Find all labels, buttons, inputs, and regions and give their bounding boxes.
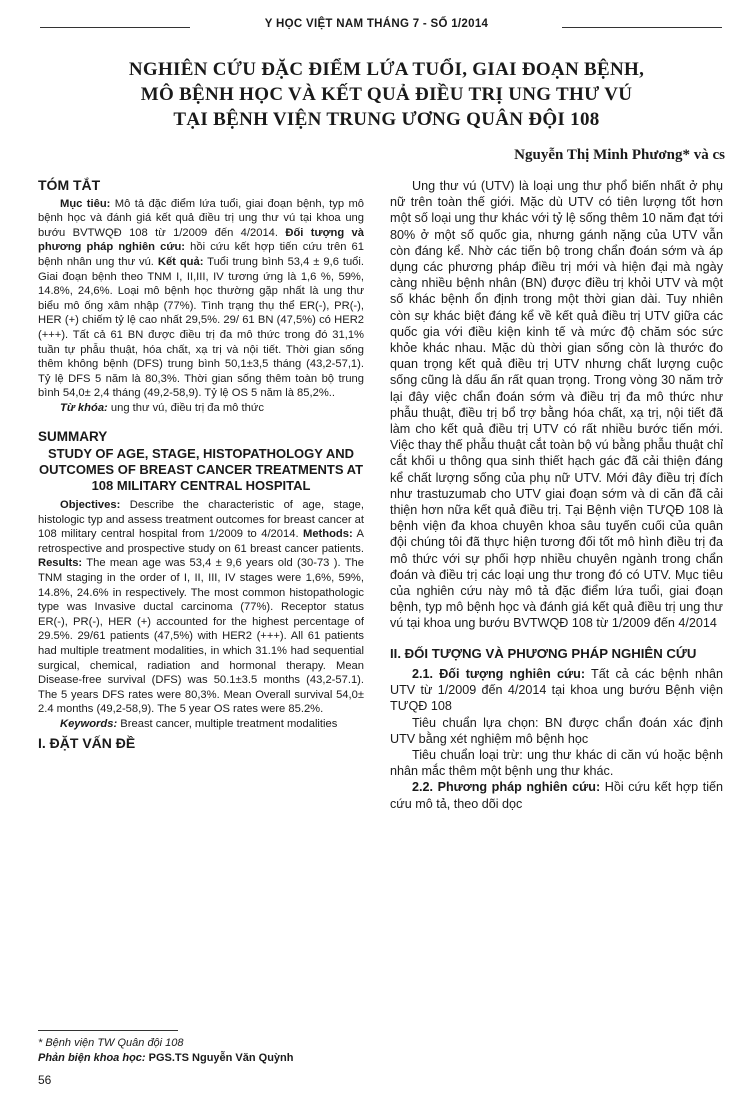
page-number: 56 <box>38 1073 52 1087</box>
left-column <box>38 178 364 754</box>
results-en-label: Results: <box>38 557 83 570</box>
objectives-en-text: Describe the characteristic of age, stage, histologic typ and assess treatment outcomes for breast cancer at 108 military central hospital from 1/2009 to 4/2014. <box>38 499 364 541</box>
english-title: STUDY OF AGE, STAGE, HISTOPATHOLOGY AND OUTCOMES OF BREAST CANCER TREATMENTS AT 108 MILITARY CENTRAL HOSPITAL <box>38 446 364 494</box>
keywords-vi-label: Từ khóa: <box>60 401 108 414</box>
keywords-en-label: Keywords: <box>60 718 118 730</box>
objective-label: Mục tiêu: <box>60 197 111 210</box>
methods-en-text: A retrospective and prospective study on 61 breast cancer patients. <box>38 528 365 555</box>
keywords-vi-text: ung thư vú, điều trị đa mô thức <box>107 401 264 414</box>
results-text: Tuổi trung bình 53,4 ± 9,6 tuổi. Giai đoạn bệnh theo TNM I, II,III, IV tương ứng là 1,6 %, 59%, 14.8%, 24,6%. Loại mô bệnh học thường gặp nhất là ung thư biểu mô ống xâm nhập (77%). Tình trạng thụ thể ER(-), PR(-), HER (+) chiếm tỷ lệ cao nhất 29,5%. 29/ 61 BN (47,5%) có HER2 (+++). Tất cả 61 BN được điều trị đa mô thức trong đó 31,1% tuần tự phẫu thuật, hóa chất, xạ trị và nội tiết. Thời gian sống thêm không bệnh (DFS) trung bình 50,1±3,5 tháng (43,2-57,1). Tỷ lệ DFS 5 năm là 80,3%. Thời gian sống thêm toàn bộ trung bình 54,0± 2,4 tháng (49,2-58,9). Tỷ lệ OS 5 năm là 85,2%.. <box>38 255 364 400</box>
methods-text: hồi cứu kết hợp tiến cứu trên 61 bệnh nhân ung thư vú. <box>38 241 364 268</box>
subject-label: 2.1. Đối tượng nghiên cứu: <box>412 666 586 681</box>
abstract-en-keywords <box>38 717 364 732</box>
subject-text: Tất cả các bệnh nhân UTV từ 1/2009 đến 4/2014 tại khoa ung bướu Bệnh viện TƯQĐ 108 <box>390 666 723 714</box>
method-paragraph <box>390 779 723 811</box>
summary-heading: SUMMARY <box>38 428 108 444</box>
affiliation-note: * Bệnh viện TW Quân đội 108 <box>38 1037 184 1049</box>
method-label: 2.2. Phương pháp nghiên cứu: <box>412 780 601 795</box>
objectives-en-label: Objectives: <box>60 499 121 512</box>
inclusion-criteria: Tiêu chuẩn lựa chọn: BN được chẩn đoán xác định UTV bằng xét nghiệm mô bệnh học <box>390 715 723 746</box>
abstract-vi-body <box>38 197 364 401</box>
article-title <box>60 57 713 132</box>
reviewer-note <box>38 1051 368 1066</box>
subject-paragraph <box>390 666 723 715</box>
abstract-vi-heading: TÓM TẮT <box>38 177 101 193</box>
methods-en-label: Methods: <box>303 528 353 541</box>
results-label: Kết quả: <box>157 255 204 268</box>
header-rule-right <box>562 27 722 28</box>
section-1-heading: I. ĐẶT VẤN ĐỀ <box>38 734 136 751</box>
journal-name: Y HỌC VIỆT NAM THÁNG 7 - SỐ 1/2014 <box>264 18 489 30</box>
abstract-en-body <box>38 498 364 717</box>
right-column <box>390 178 723 812</box>
exclusion-criteria: Tiêu chuẩn loại trừ: ung thư khác di căn vú hoặc bệnh nhân mắc thêm một bệnh ung thư khác. <box>390 747 723 779</box>
objective-text: Mô tả đặc điểm lứa tuổi, giai đoạn bệnh, typ mô bệnh học và đánh giá kết quả điều trị ung thư vú tại khoa ung bướu BVTWQĐ 108 từ 1/2009 đến 4/2014. <box>38 197 364 239</box>
footnotes <box>38 1036 368 1066</box>
results-en-text: The mean age was 53,4 ± 9,6 years old (30-73 ). The TNM staging in the order of I, II, III, IV stages were 1,6%, 59%, 14.8%, 24.6% in respectively. The most common histopathologic type was Invasive ductal carcinoma (77%). Receptor status ER(-), PR(-), HER (+) accounted for the highest percentage of 29.5%. 29/61 patients (47,5%) with HER2 (+++). All 61 patients had multiple treatment modalities, in which 31.1% had sequential surgical, chemical, radiation and hormonal therapy. Mean Disease-free survival (DFS) was 50.1±3.5 months (43,2-57.1). The 5 years DFS rates were 80,3%. Mean Overall survival 54,0± 2.4 months (49,2-58,9). The 5 year OS rates were 85.2%. <box>38 557 364 716</box>
title-line-3: TẠI BỆNH VIỆN TRUNG ƯƠNG QUÂN ĐỘI 108 <box>173 109 600 130</box>
abstract-vi-keywords <box>38 401 364 416</box>
intro-paragraph: Ung thư vú (UTV) là loại ung thư phổ biến nhất ở phụ nữ trên toàn thế giới. Mặc dù UTV có tiên lượng tốt hơn một số loại ung thư khác với tỷ lệ sống thêm 10 năm đạt tới 80% ở một số quốc gia, nhưng gánh nặng của UTV vẫn còn đáng kể. Nhờ các tiến bộ trong chẩn đoán sớm và áp dụng các phương pháp điều trị mới và hiện đại mà ngày càng nhiều bệnh nhân (BN) được điều trị khỏi UTV và một số khác bệnh ổn định trong một thời gian dài. Tuy nhiên còn sự khác biệt đáng kể về kết quả điều trị UTV giữa các quốc gia với điều kiện kinh tế và mức độ chăm sóc sức khỏe khác nhau. Mặc dù thời gian sống còn là thước đo quan trọng kết quả điều trị UTV nhưng chất lượng cuộc sống cũng là dấu ấn rất quan trọng. Trong vòng 30 năm trở lại đây việc chẩn đoán sớm và điều trị đa mô thức như phẫu thuật, điều trị bổ trợ bằng hóa chất, xạ trị, nội tiết đã làm cho kết quả điều trị UTV có rất nhiều bước tiến mới. Việc thay thế phẫu thuật cắt toàn bộ vú bằng phẫu thuật chỉ cắt khối u thông qua sinh thiết hạch gác đã cải thiện đáng kể chất lượng sống của phụ nữ UTV. Mới đây điều trị đích như trastuzumab cho UTV giai đoạn sớm và di căn đã cải thiện hơn nữa kết quả điều trị. Tại Bệnh viện TƯQĐ 108 là bệnh viện đa khoa chuyên khoa sâu tuyến cuối của quân đội chúng tôi đã thực hiện tương đối tốt mô hình điều trị đa mô thức với sự phối hợp nhiều chuyên ngành trong chẩn đoán và điều trị các loại ung thư trong đó có UTV. Mục tiêu của nghiên cứu này mô tả đặc điểm lứa tuổi, giai đoạn bệnh, typ mô bệnh học và đánh giá kết quả điều trị ung thư vú tại khoa ung bướu BVTWQĐ 108 từ 1/2009 đến 4/2014 <box>390 179 723 631</box>
keywords-en-text: Breast cancer, multiple treatment modalities <box>117 718 338 730</box>
title-line-2: MÔ BỆNH HỌC VÀ KẾT QUẢ ĐIỀU TRỊ UNG THƯ VÚ <box>140 84 633 105</box>
methods-label: Đối tượng và phương pháp nghiên cứu: <box>38 226 364 254</box>
running-header <box>0 18 753 38</box>
section-2-heading: II. ĐỐI TƯỢNG VÀ PHƯƠNG PHÁP NGHIÊN CỨU <box>390 645 697 661</box>
author-line: Nguyễn Thị Minh Phương* và cs <box>514 147 725 163</box>
footnote-rule <box>38 1030 178 1031</box>
reviewer-label: Phản biện khoa học: <box>38 1052 146 1064</box>
method-text: Hồi cứu kết hợp tiến cứu mô tả, theo dõi dọc <box>390 780 724 811</box>
title-line-1: NGHIÊN CỨU ĐẶC ĐIỂM LỨA TUỔI, GIAI ĐOẠN BỆNH, <box>128 59 645 80</box>
reviewer-name: PGS.TS Nguyễn Văn Quỳnh <box>145 1052 294 1064</box>
